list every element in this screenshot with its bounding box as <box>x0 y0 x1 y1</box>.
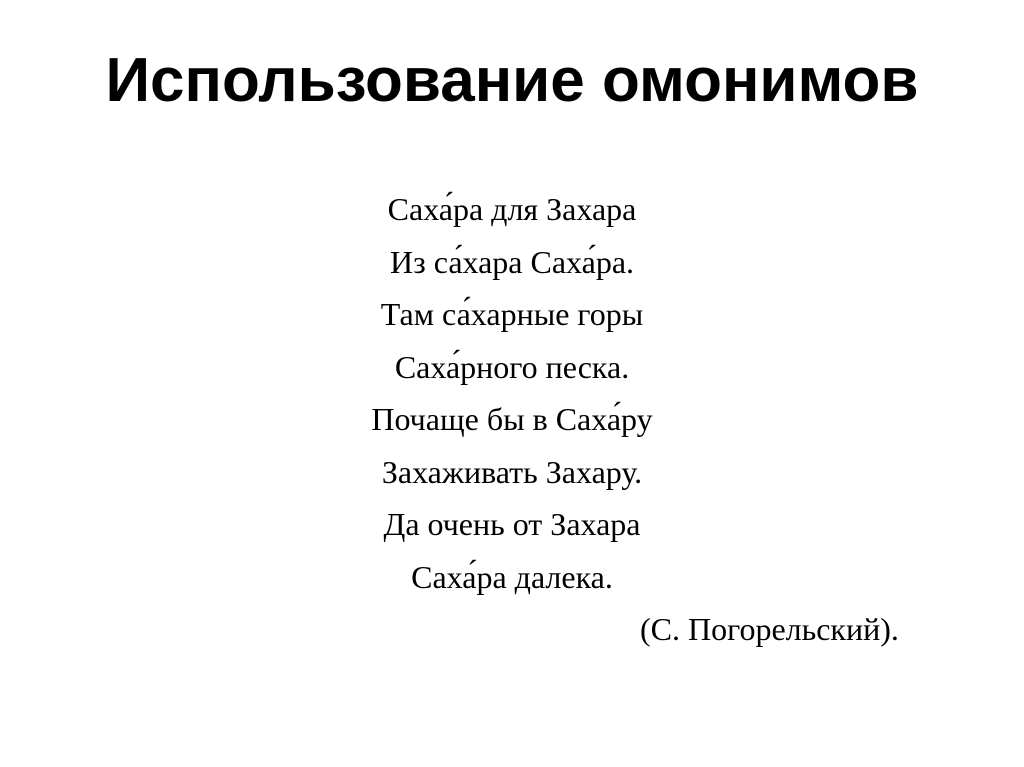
poem-line: Там са́харные горы <box>380 296 644 332</box>
slide-title: Использование омонимов <box>105 46 919 115</box>
poem <box>0 183 1024 603</box>
poem-line: Из са́хара Саха́ра. <box>389 243 635 280</box>
poem-line: Саха́рного песка. <box>394 348 630 385</box>
poem-line: Почаще бы в Саха́ру <box>371 401 653 437</box>
poem-line: Захаживать Захару. <box>381 453 643 490</box>
poem-line: Саха́ра для Захара <box>387 191 637 227</box>
poem-line: Саха́ра далека. <box>411 558 613 595</box>
poem-attribution: (С. Погорельский). <box>640 611 899 647</box>
poem-line: Да очень от Захара <box>383 506 641 542</box>
